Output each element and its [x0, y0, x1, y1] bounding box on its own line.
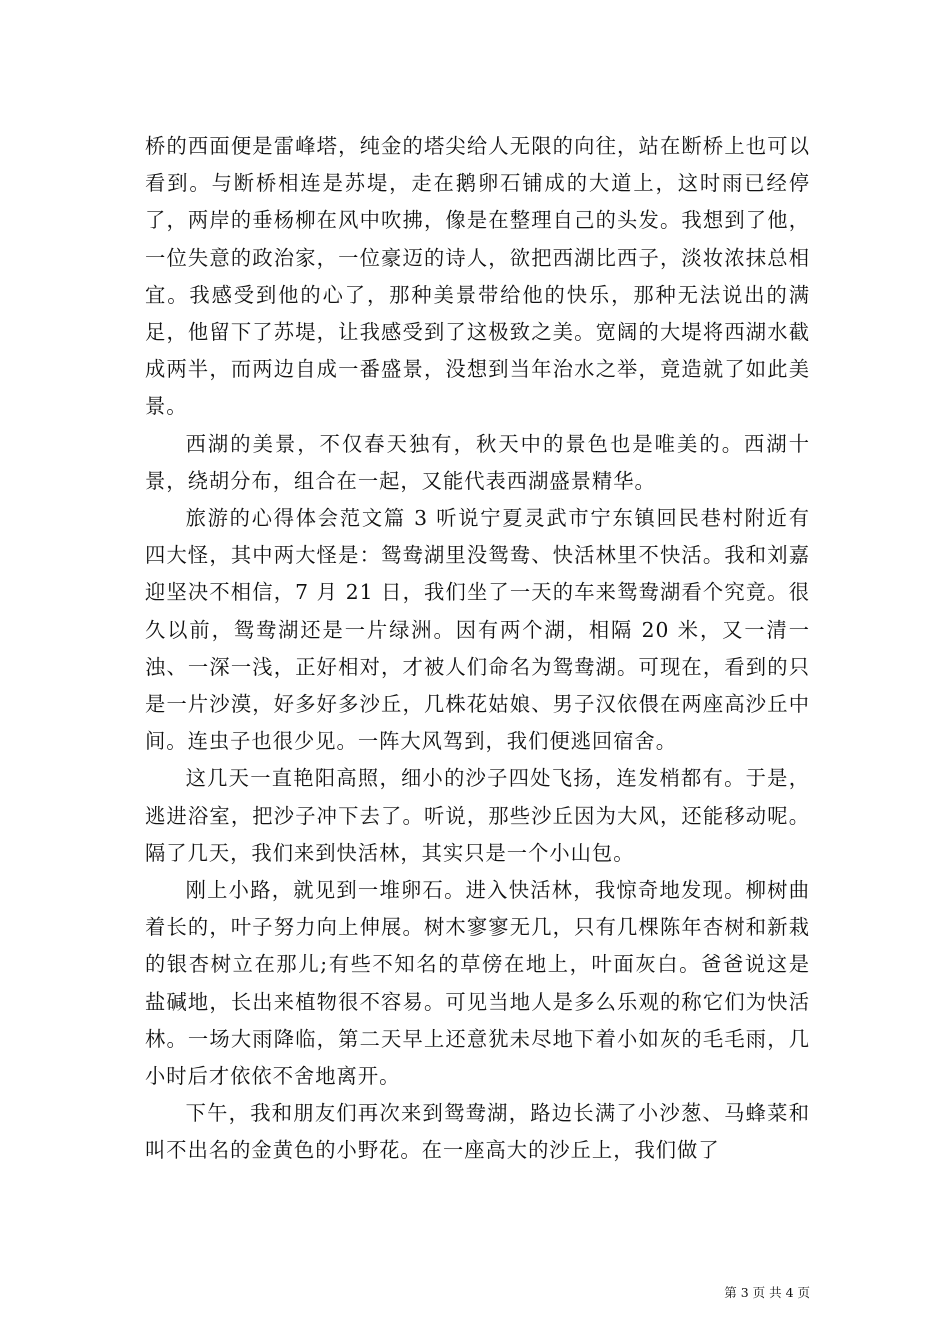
- paragraph: 这几天一直艳阳高照，细小的沙子四处飞扬，连发梢都有。于是，逃进浴室，把沙子冲下去了。听说，那些沙丘因为大风，还能移动呢。隔了几天，我们来到快活林，其实只是一个小山包。: [145, 766, 810, 865]
- paragraph: 下午，我和朋友们再次来到鸳鸯湖，路边长满了小沙葱、马蜂菜和叫不出名的金黄色的小野花。在一座高大的沙丘上，我们做了: [145, 1101, 810, 1163]
- paragraph: 西湖的美景，不仅春天独有，秋天中的景色也是唯美的。西湖十景，绕胡分布，组合在一起，又能代表西湖盛景精华。: [145, 431, 810, 493]
- page-number-footer: 第 3 页 共 4 页: [724, 1285, 810, 1300]
- paragraph: 刚上小路，就见到一堆卵石。进入快活林，我惊奇地发现。柳树曲着长的，叶子努力向上伸展。树木寥寥无几，只有几棵陈年杏树和新栽的银杏树立在那儿;有些不知名的草傍在地上，叶面灰白。爸爸说这是盐碱地，长出来植物很不容易。可见当地人是多么乐观的称它们为快活林。一场大雨降临，第二天早上还意犹未尽地下着小如灰的毛毛雨，几小时后才依依不舍地离开。: [145, 878, 810, 1089]
- paragraph: 桥的西面便是雷峰塔，纯金的塔尖给人无限的向往，站在断桥上也可以看到。与断桥相连是苏堤，走在鹅卵石铺成的大道上，这时雨已经停了，两岸的垂杨柳在风中吹拂，像是在整理自己的头发。我想到了他，一位失意的政治家，一位豪迈的诗人，欲把西湖比西子，淡妆浓抹总相宜。我感受到他的心了，那种美景带给他的快乐，那种无法说出的满足，他留下了苏堤，让我感受到了这极致之美。宽阔的大堤将西湖水截成两半，而两边自成一番盛景，没想到当年治水之举，竟造就了如此美景。: [145, 134, 810, 419]
- document-body: [145, 128, 810, 1170]
- paragraph: 旅游的心得体会范文篇 3 听说宁夏灵武市宁东镇回民巷村附近有四大怪，其中两大怪是：鸳鸯湖里没鸳鸯、快活林里不快活。我和刘嘉迎坚决不相信，7 月 21 日，我们坐了一天的车来鸳鸯湖看个究竟。很久以前，鸳鸯湖还是一片绿洲。因有两个湖，相隔 20 米，又一清一浊、一深一浅，正好相对，才被人们命名为鸳鸯湖。可现在，看到的只是一片沙漠，好多好多沙丘，几株花姑娘、男子汉依偎在两座高沙丘中间。连虫子也很少见。一阵大风驾到，我们便逃回宿舍。: [145, 506, 810, 754]
